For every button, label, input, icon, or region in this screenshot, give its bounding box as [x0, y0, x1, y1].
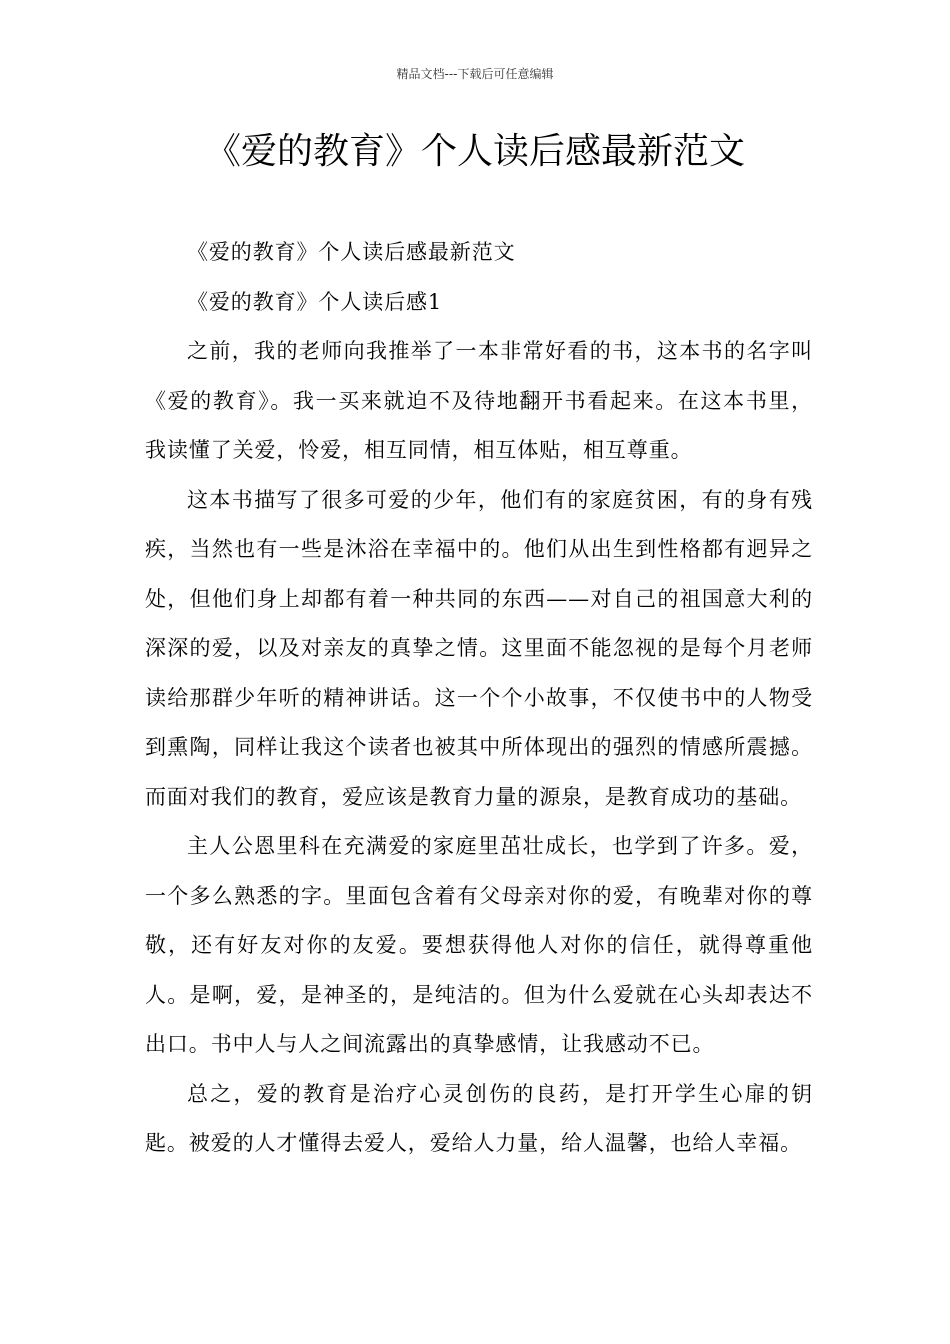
paragraph-subtitle: 《爱的教育》个人读后感最新范文 [187, 240, 516, 264]
document-title: 《爱的教育》个人读后感最新范文 [204, 131, 745, 172]
document-body [145, 228, 813, 1169]
header-note: 精品文档---下载后可任意编辑 [396, 67, 554, 81]
paragraph: 这本书描写了很多可爱的少年，他们有的家庭贫困，有的身有残疾，当然也有一些是沐浴在幸福中的。他们从出生到性格都有迥异之处，但他们身上却都有着一种共同的东西——对自己的祖国意大利的深深的爱，以及对亲友的真挚之情。这里面不能忽视的是每个月老师读给那群少年听的精神讲话。这一个个小故事，不仅使书中的人物受到熏陶，同样让我这个读者也被其中所体现出的强烈的情感所震撼。而面对我们的教育，爱应该是教育力量的源泉，是教育成功的基础。 [145, 487, 813, 809]
paragraph: 主人公恩里科在充满爱的家庭里茁壮成长，也学到了许多。爱，一个多么熟悉的字。里面包含着有父母亲对你的爱，有晚辈对你的尊敬，还有好友对你的友爱。要想获得他人对你的信任，就得尊重他人。是啊，爱，是神圣的，是纯洁的。但为什么爱就在心头却表达不出口。书中人与人之间流露出的真挚感情，让我感动不已。 [145, 834, 813, 1056]
paragraph: 之前，我的老师向我推举了一本非常好看的书，这本书的名字叫《爱的教育》。我一买来就迫不及待地翻开书看起来。在这本书里，我读懂了关爱，怜爱，相互同情，相互体贴，相互尊重。 [145, 339, 813, 462]
paragraph: 总之，爱的教育是治疗心灵创伤的良药，是打开学生心扉的钥匙。被爱的人才懂得去爱人，爱给人力量，给人温馨，也给人幸福。 [145, 1081, 813, 1155]
paragraph-section-heading: 《爱的教育》个人读后感1 [187, 289, 443, 314]
